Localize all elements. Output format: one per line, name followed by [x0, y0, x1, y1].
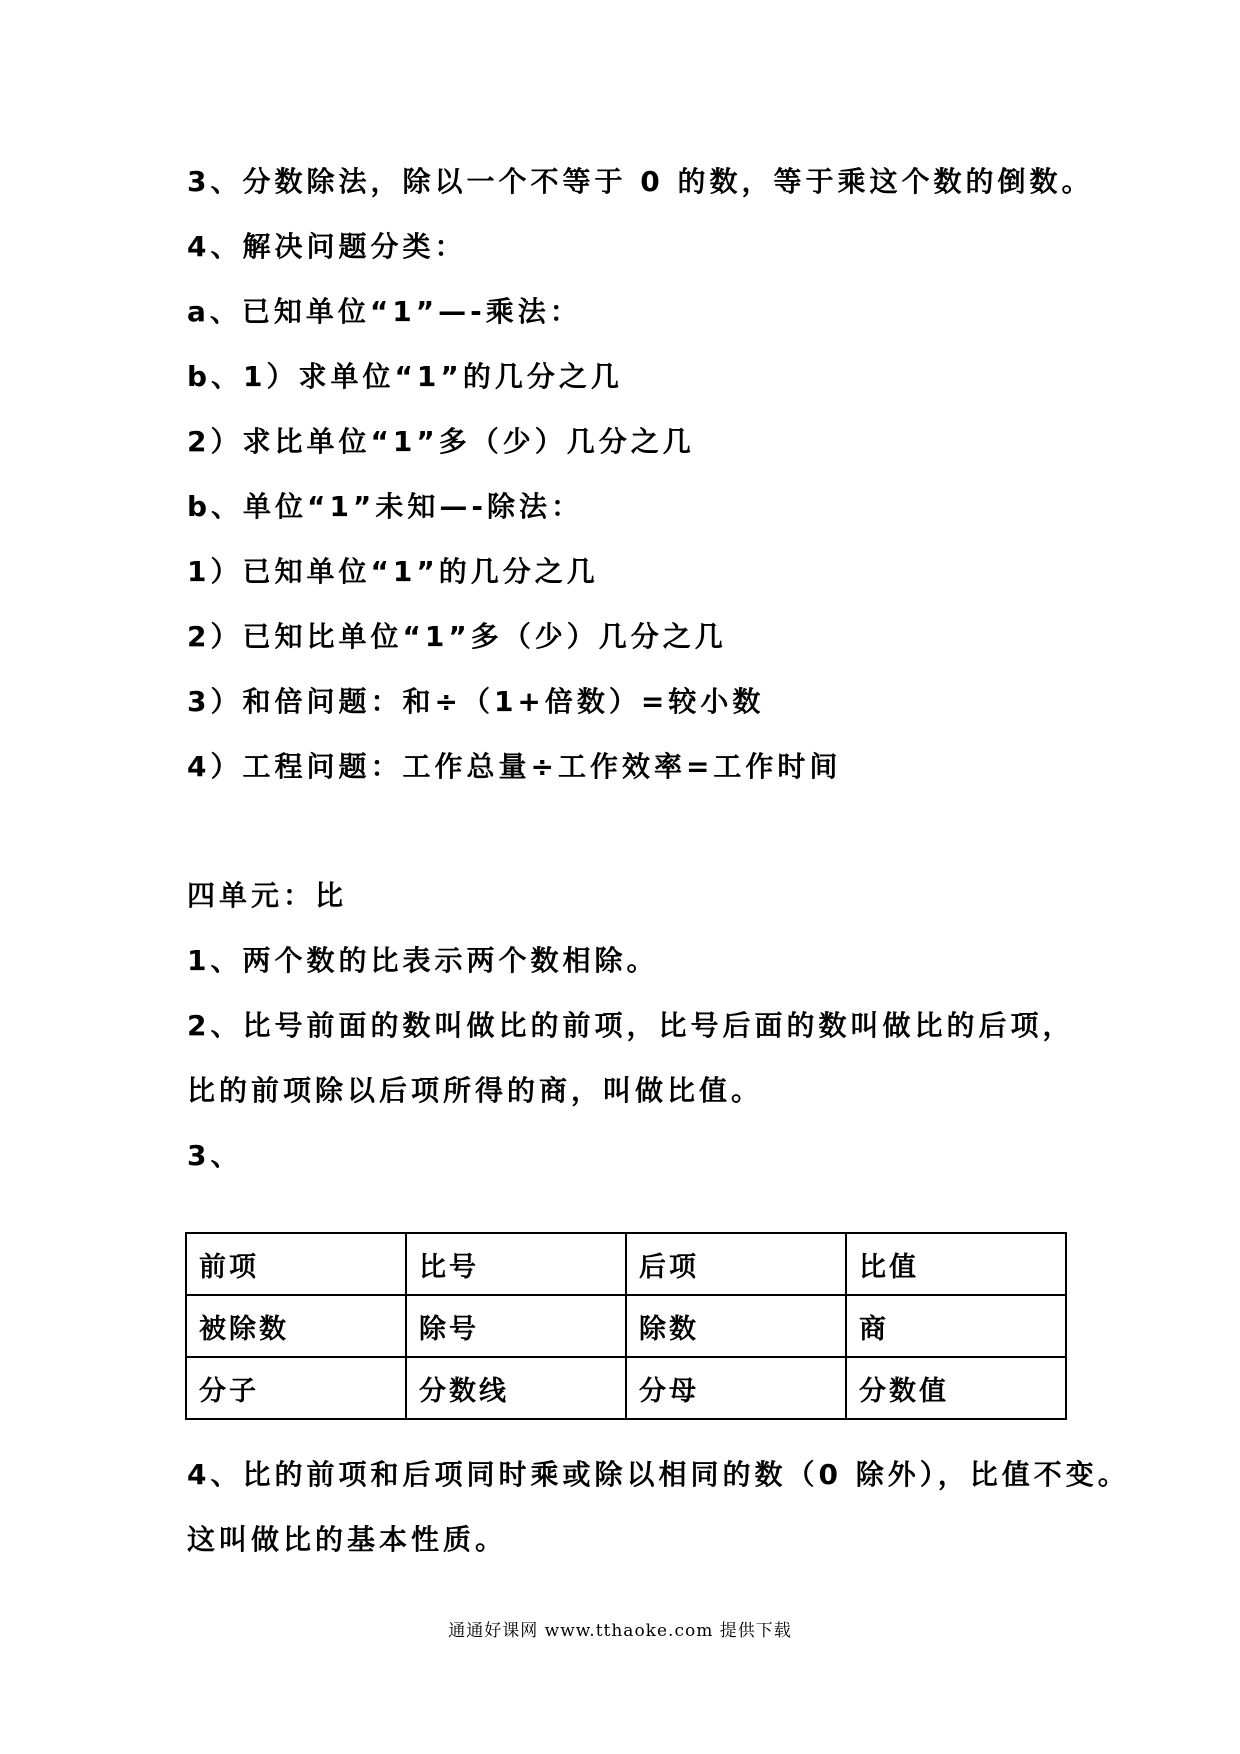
item-three-label: 3、: [187, 1139, 243, 1172]
work-problem: 4）工程问题：工作总量÷工作效率=工作时间: [187, 750, 842, 783]
table-cell: 前项: [186, 1233, 406, 1295]
table-row: [186, 1295, 1066, 1357]
ratio-terms-line2: 比的前项除以后项所得的商，叫做比值。: [187, 1074, 764, 1107]
table-row: [186, 1357, 1066, 1419]
known-more-less-fraction: 2）已知比单位“1”多（少）几分之几: [187, 620, 727, 653]
unknown-unit-division: b、单位“1”未知—-除法：: [187, 490, 583, 523]
table-cell: 分数线: [406, 1357, 626, 1419]
known-fraction-of-unit: 1）已知单位“1”的几分之几: [187, 555, 599, 588]
table-cell: 除数: [626, 1295, 846, 1357]
table-cell: 后项: [626, 1233, 846, 1295]
problem-classification-heading: 4、解决问题分类：: [187, 230, 467, 263]
ratio-terms-line1: 2、比号前面的数叫做比的前项，比号后面的数叫做比的后项，: [187, 1009, 1075, 1042]
table-cell: 分母: [626, 1357, 846, 1419]
sum-multiple-problem: 3）和倍问题：和÷（1+倍数）=较小数: [187, 685, 765, 718]
ratio-basic-property-line1: 4、比的前项和后项同时乘或除以相同的数（0 除外），比值不变。: [187, 1458, 1130, 1491]
find-fraction-of-unit: b、1）求单位“1”的几分之几: [187, 360, 623, 393]
table-cell: 分数值: [846, 1357, 1066, 1419]
table-cell: 商: [846, 1295, 1066, 1357]
ratio-definition: 1、两个数的比表示两个数相除。: [187, 944, 659, 977]
ratio-basic-property-line2: 这叫做比的基本性质。: [187, 1523, 508, 1556]
table-cell: 除号: [406, 1295, 626, 1357]
known-unit-multiplication: a、已知单位“1”—-乘法：: [187, 295, 582, 328]
table-row: [186, 1233, 1066, 1295]
footer-credit: 通通好课网 www.tthaoke.com 提供下载: [448, 1621, 792, 1641]
fraction-division-rule: 3、分数除法，除以一个不等于 0 的数，等于乘这个数的倒数。: [187, 165, 1094, 198]
table-cell: 比值: [846, 1233, 1066, 1295]
ratio-comparison-table: [185, 1232, 1067, 1420]
table-cell: 被除数: [186, 1295, 406, 1357]
find-more-less-fraction: 2）求比单位“1”多（少）几分之几: [187, 425, 695, 458]
table-cell: 分子: [186, 1357, 406, 1419]
table-cell: 比号: [406, 1233, 626, 1295]
unit-four-heading: 四单元：比: [187, 879, 348, 912]
